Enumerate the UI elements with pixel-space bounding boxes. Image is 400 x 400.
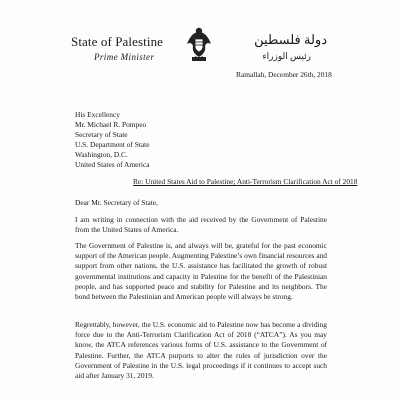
recipient-line: His Excellency — [75, 110, 120, 119]
subject-line: Re: United States Aid to Palestine; Anti-Terrorism Clarification Act of 2018 — [133, 177, 358, 186]
letterhead-state-name: State of Palestine — [71, 34, 164, 49]
letterhead-arabic-title: رئيس الوزراء — [262, 51, 311, 61]
recipient-line: Secretary of State — [75, 130, 128, 139]
recipient-line: Mr. Michael R. Pompeo — [75, 120, 147, 129]
date-line: Ramallah, December 26th, 2018 — [236, 70, 332, 79]
body-paragraph: Regrettably, however, the U.S. economic aid to Palestine now has become a dividing force due to the Anti-Terrorism Clarification Act of 2018 (“ATCA”). As you may know, the ATCA references various forms of U.S. assistance to the Government of Palestine. Further, the ATCA purports to alter the rules of jurisdiction over the Government of Palestine in the U.S. legal proceedings if it continues to accept such aid after January 31, 2019. — [75, 320, 327, 381]
letterhead-title: Prime Minister — [94, 52, 155, 62]
recipient-line: Washington, D.C. — [75, 150, 128, 159]
body-paragraph: The Government of Palestine is, and always will be, grateful for the past economic support of the American people. Augmenting Palestine’s own financial resources and support from other nations, the U.S. assistance has facilitated the growth of robust governmental institutions and capacity in Palestine for the benefit of the Palestinian people, and has supported peace and stability for Palestine and its neighbors. The bond between the Palestinian and American people will always be strong. — [75, 241, 327, 302]
salutation: Dear Mr. Secretary of State, — [75, 198, 158, 207]
letterhead-arabic-state-name: دولة فلسطين — [254, 32, 327, 47]
body-paragraph: I am writing in connection with the aid received by the Government of Palestine from the United States of America. — [75, 215, 327, 235]
recipient-line: U.S. Department of State — [75, 140, 150, 149]
recipient-line: United States of America — [75, 160, 150, 169]
palestine-emblem-icon — [184, 26, 214, 64]
